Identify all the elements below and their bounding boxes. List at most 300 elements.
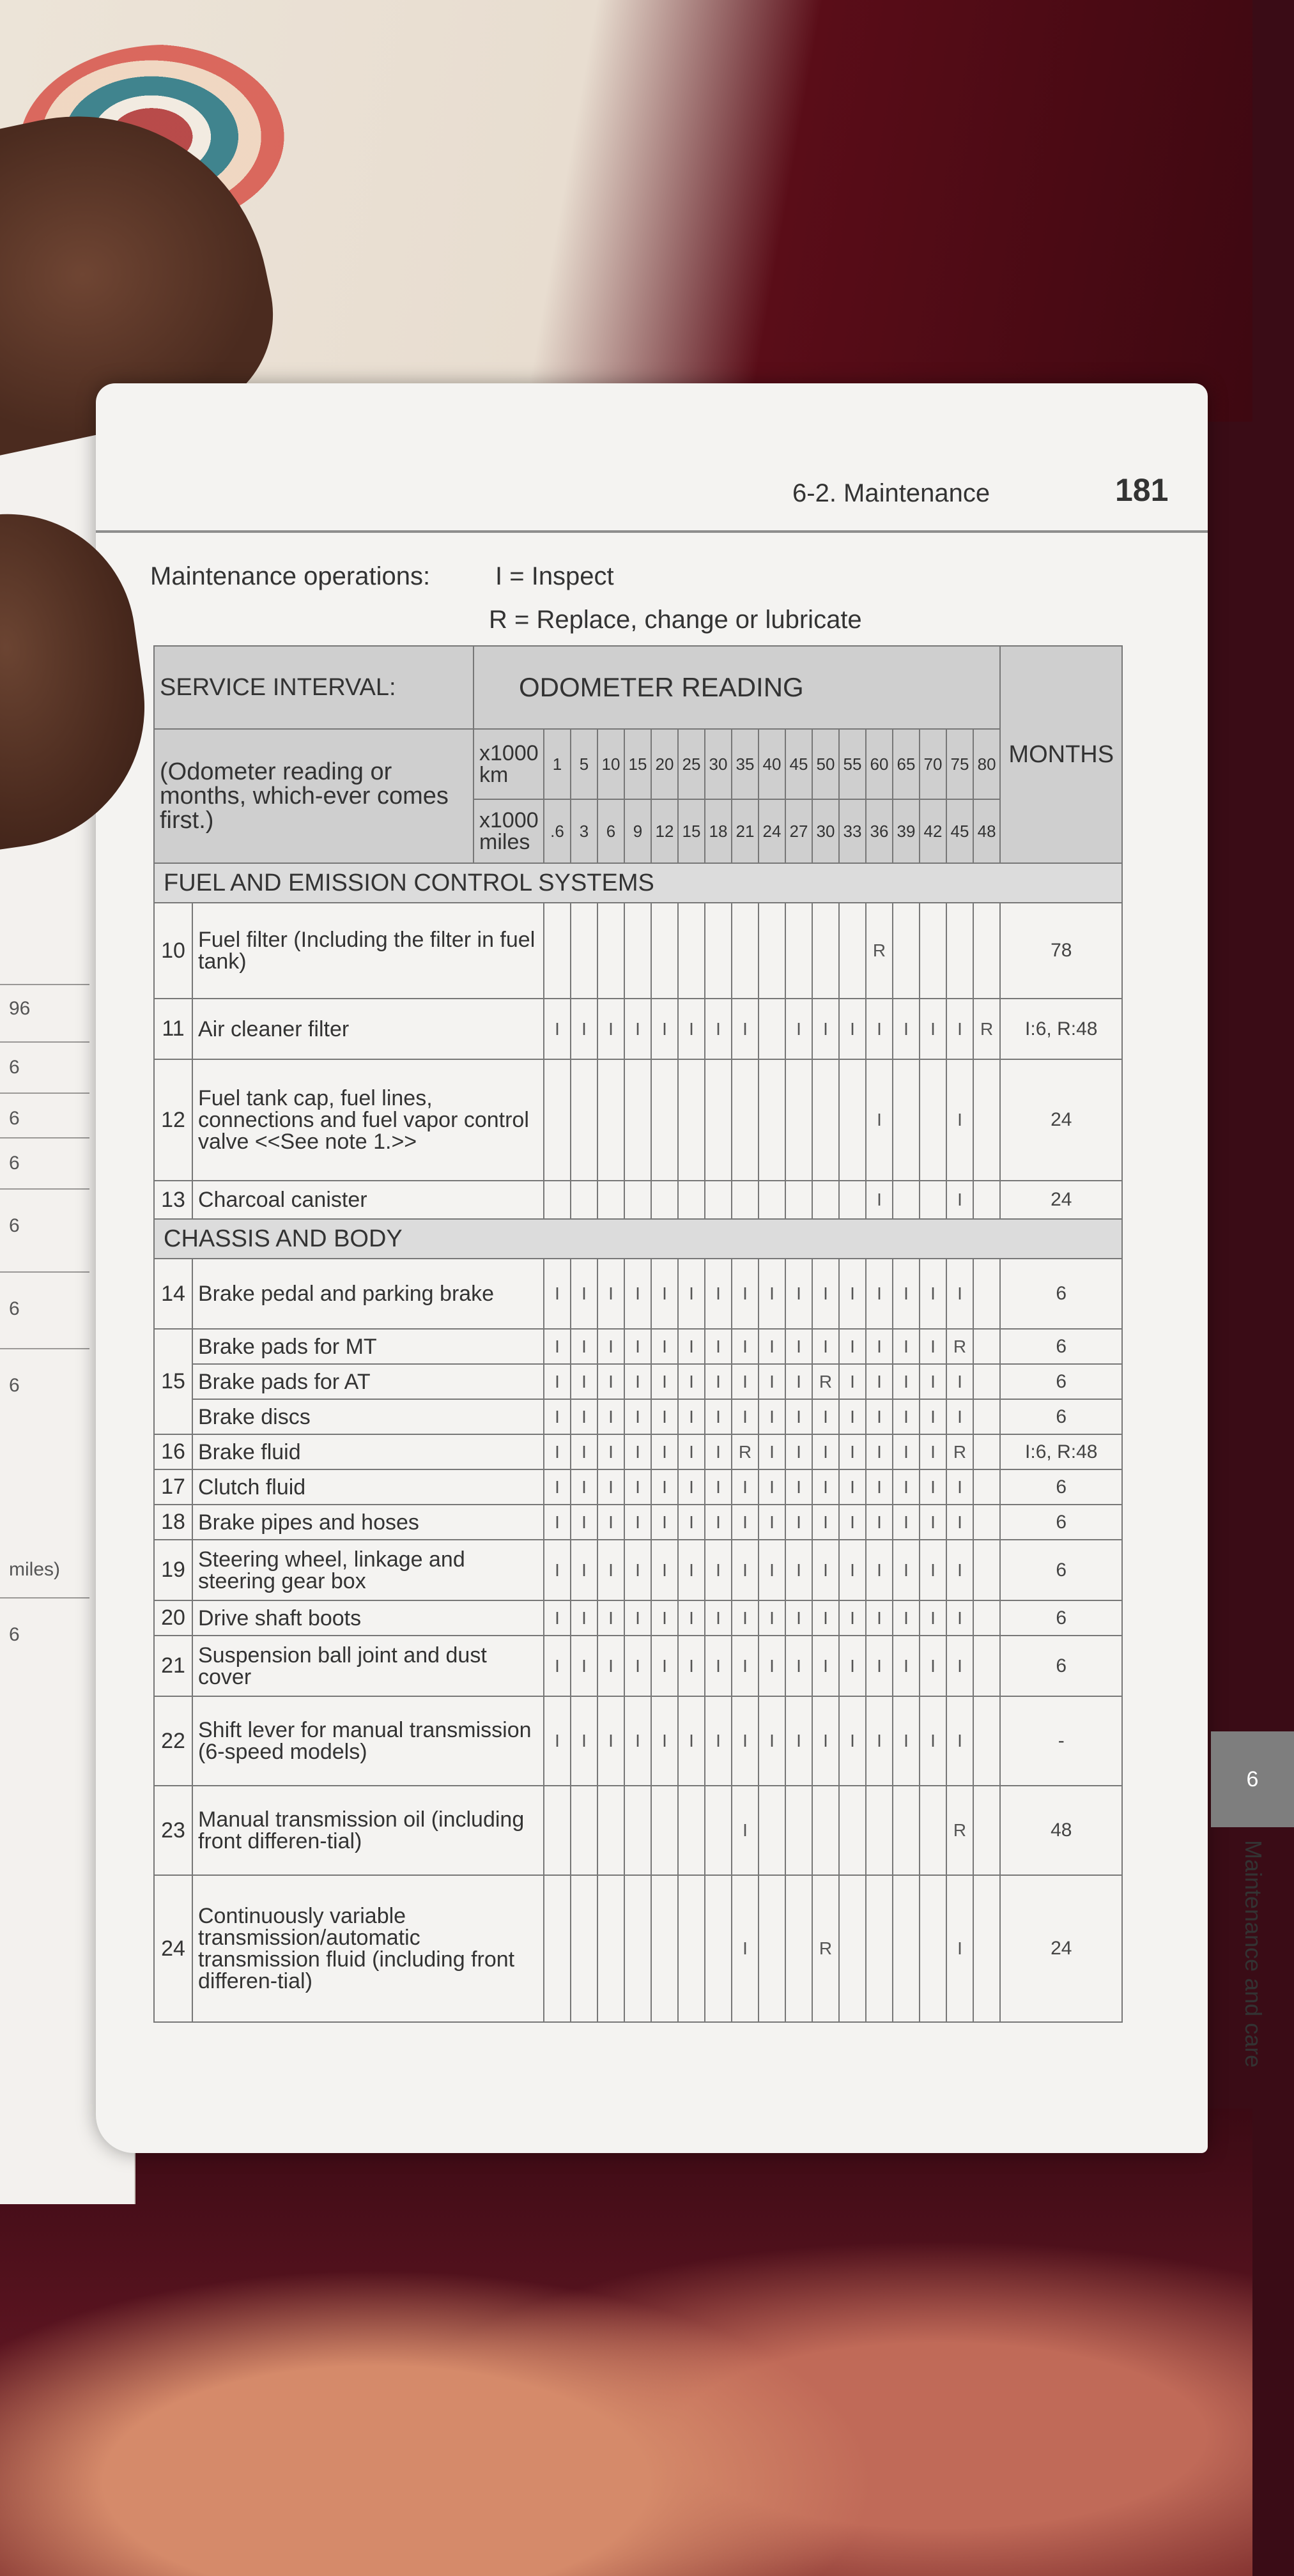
item-number: 14	[154, 1259, 192, 1329]
schedule-mark: I	[866, 1600, 893, 1636]
schedule-mark: I	[732, 1540, 759, 1600]
months-header: MONTHS	[1000, 646, 1122, 863]
schedule-mark	[759, 1059, 785, 1181]
legend-inspect: I = Inspect	[495, 562, 614, 590]
schedule-mark	[866, 1786, 893, 1875]
schedule-mark: I	[759, 1399, 785, 1434]
schedule-mark: I	[651, 1600, 678, 1636]
schedule-mark: I	[812, 1434, 839, 1469]
schedule-mark	[893, 1059, 920, 1181]
schedule-mark: I	[866, 1540, 893, 1600]
schedule-mark	[544, 903, 571, 999]
schedule-mark: R	[812, 1875, 839, 2022]
item-number: 21	[154, 1636, 192, 1696]
schedule-mark: I	[732, 1636, 759, 1696]
schedule-mark: I	[732, 999, 759, 1059]
schedule-mark: I	[571, 1399, 597, 1434]
mile-value: 18	[705, 799, 732, 863]
schedule-mark	[651, 1059, 678, 1181]
km-value: 70	[920, 729, 946, 799]
schedule-mark: I	[624, 1600, 651, 1636]
chapter-title: Maintenance and care	[1240, 1840, 1267, 2068]
schedule-mark	[597, 1059, 624, 1181]
schedule-mark: I	[812, 1600, 839, 1636]
schedule-mark	[597, 1181, 624, 1219]
schedule-mark: I	[785, 1434, 812, 1469]
schedule-mark	[920, 1786, 946, 1875]
schedule-mark: I	[732, 1364, 759, 1399]
km-value: 65	[893, 729, 920, 799]
schedule-mark: I	[785, 1364, 812, 1399]
schedule-mark: I	[785, 1540, 812, 1600]
item-number: 17	[154, 1469, 192, 1505]
background-bottom	[0, 2108, 1252, 2576]
schedule-mark	[973, 1636, 1000, 1696]
schedule-mark: I	[732, 1469, 759, 1505]
schedule-mark	[785, 1059, 812, 1181]
km-value: 50	[812, 729, 839, 799]
schedule-mark: I	[812, 1540, 839, 1600]
schedule-mark: I	[839, 1505, 866, 1540]
schedule-mark: I	[705, 999, 732, 1059]
schedule-mark: I	[544, 1540, 571, 1600]
schedule-mark: I	[571, 1505, 597, 1540]
schedule-mark	[705, 1181, 732, 1219]
schedule-mark: I	[920, 1329, 946, 1364]
item-number: 15	[154, 1329, 192, 1434]
schedule-mark: I	[651, 1434, 678, 1469]
schedule-mark: I	[946, 1181, 973, 1219]
mile-value: 42	[920, 799, 946, 863]
item-name: Brake pedal and parking brake	[192, 1259, 544, 1329]
mile-value: 3	[571, 799, 597, 863]
left-page-text: 6	[0, 1188, 89, 1259]
item-number: 22	[154, 1696, 192, 1786]
schedule-mark: I	[839, 1434, 866, 1469]
schedule-mark: I	[759, 1469, 785, 1505]
schedule-mark: I	[839, 1696, 866, 1786]
schedule-mark: I	[705, 1399, 732, 1434]
schedule-mark: I	[624, 1696, 651, 1786]
schedule-mark: I	[651, 1469, 678, 1505]
schedule-mark: I	[544, 1259, 571, 1329]
schedule-mark: I	[839, 1399, 866, 1434]
schedule-mark	[785, 903, 812, 999]
mile-value: 33	[839, 799, 866, 863]
schedule-mark: I	[732, 1399, 759, 1434]
schedule-mark	[893, 1181, 920, 1219]
schedule-mark: R	[946, 1329, 973, 1364]
schedule-mark	[651, 1875, 678, 2022]
schedule-mark: I	[866, 1329, 893, 1364]
schedule-mark: I	[597, 1469, 624, 1505]
months-value: I:6, R:48	[1000, 999, 1122, 1059]
item-name: Shift lever for manual transmission (6-speed models)	[192, 1696, 544, 1786]
schedule-mark	[920, 1875, 946, 2022]
left-page-text: miles)	[9, 1559, 60, 1580]
schedule-mark: I	[812, 1329, 839, 1364]
schedule-mark: I	[705, 1434, 732, 1469]
schedule-mark: I	[571, 999, 597, 1059]
schedule-mark	[973, 1181, 1000, 1219]
schedule-mark: I	[624, 1505, 651, 1540]
schedule-mark: I	[946, 1259, 973, 1329]
km-value: 55	[839, 729, 866, 799]
schedule-mark	[597, 1875, 624, 2022]
km-value: 75	[946, 729, 973, 799]
schedule-mark: I	[759, 1329, 785, 1364]
schedule-mark: I	[597, 1540, 624, 1600]
schedule-mark	[651, 1786, 678, 1875]
item-name: Suspension ball joint and dust cover	[192, 1636, 544, 1696]
months-value: 6	[1000, 1329, 1122, 1364]
schedule-mark	[544, 1059, 571, 1181]
mile-value: 30	[812, 799, 839, 863]
schedule-mark: I	[785, 999, 812, 1059]
schedule-mark	[705, 903, 732, 999]
schedule-mark: I	[893, 1259, 920, 1329]
schedule-mark: I	[866, 1181, 893, 1219]
item-name: Fuel filter (Including the filter in fuel tank)	[192, 903, 544, 999]
schedule-mark: I	[705, 1259, 732, 1329]
item-name: Fuel tank cap, fuel lines, connections and fuel vapor control valve <<See note 1.>>	[192, 1059, 544, 1181]
schedule-mark	[812, 1059, 839, 1181]
schedule-mark	[624, 1875, 651, 2022]
mile-value: 48	[973, 799, 1000, 863]
item-number: 23	[154, 1786, 192, 1875]
schedule-mark: R	[812, 1364, 839, 1399]
left-page-text: 6	[0, 1348, 89, 1418]
schedule-mark	[678, 1059, 705, 1181]
schedule-mark: I	[812, 1399, 839, 1434]
schedule-mark	[973, 1505, 1000, 1540]
item-name: Manual transmission oil (including front differen-tial)	[192, 1786, 544, 1875]
item-name: Continuously variable transmission/automatic transmission fluid (including front differen-tial)	[192, 1875, 544, 2022]
miles-unit: x1000 miles	[474, 799, 544, 863]
schedule-mark: I	[678, 1399, 705, 1434]
schedule-mark: I	[866, 1399, 893, 1434]
schedule-mark: I	[759, 1600, 785, 1636]
schedule-mark: I	[597, 1399, 624, 1434]
schedule-mark	[973, 1786, 1000, 1875]
header-rule	[96, 530, 1208, 533]
schedule-mark: I	[678, 1505, 705, 1540]
schedule-mark: I	[571, 1364, 597, 1399]
schedule-mark: I	[785, 1636, 812, 1696]
odometer-reading-header: ODOMETER READING	[474, 646, 1000, 729]
item-name: Brake fluid	[192, 1434, 544, 1469]
schedule-mark: I	[759, 1434, 785, 1469]
schedule-mark: I	[866, 1434, 893, 1469]
item-name: Drive shaft boots	[192, 1600, 544, 1636]
months-value: 6	[1000, 1600, 1122, 1636]
schedule-mark	[651, 1181, 678, 1219]
schedule-mark: I	[678, 1600, 705, 1636]
schedule-mark: I	[812, 1696, 839, 1786]
schedule-mark: I	[759, 1505, 785, 1540]
schedule-mark	[812, 903, 839, 999]
months-value: 6	[1000, 1540, 1122, 1600]
km-value: 30	[705, 729, 732, 799]
item-name: Brake discs	[192, 1399, 544, 1434]
schedule-mark: I	[705, 1636, 732, 1696]
schedule-mark: I	[678, 1434, 705, 1469]
schedule-mark: I	[893, 1434, 920, 1469]
months-value: 6	[1000, 1259, 1122, 1329]
schedule-mark: I	[759, 1364, 785, 1399]
schedule-mark: I	[651, 1636, 678, 1696]
schedule-mark	[705, 1875, 732, 2022]
months-value: I:6, R:48	[1000, 1434, 1122, 1469]
schedule-mark: R	[946, 1434, 973, 1469]
schedule-mark: I	[544, 1329, 571, 1364]
schedule-mark: I	[732, 1505, 759, 1540]
schedule-mark: R	[866, 903, 893, 999]
item-number: 24	[154, 1875, 192, 2022]
schedule-mark: I	[866, 1364, 893, 1399]
service-interval-header: SERVICE INTERVAL:	[154, 646, 474, 729]
schedule-mark: I	[571, 1636, 597, 1696]
left-page-text: 6	[0, 1271, 89, 1342]
schedule-mark: I	[920, 1399, 946, 1434]
schedule-mark: I	[597, 1329, 624, 1364]
schedule-mark	[893, 1786, 920, 1875]
schedule-mark	[973, 1469, 1000, 1505]
schedule-mark: I	[624, 1329, 651, 1364]
schedule-mark: I	[571, 1540, 597, 1600]
legend-replace: R = Replace, change or lubricate	[489, 606, 862, 634]
schedule-mark: I	[651, 1540, 678, 1600]
schedule-mark: I	[597, 1434, 624, 1469]
schedule-mark	[920, 903, 946, 999]
schedule-mark: I	[597, 999, 624, 1059]
schedule-mark: I	[544, 1469, 571, 1505]
schedule-mark: R	[973, 999, 1000, 1059]
schedule-mark: I	[678, 1696, 705, 1786]
schedule-mark: I	[571, 1600, 597, 1636]
item-number: 13	[154, 1181, 192, 1219]
schedule-mark: I	[946, 1875, 973, 2022]
schedule-mark: I	[893, 1469, 920, 1505]
schedule-mark: I	[651, 1505, 678, 1540]
schedule-mark: I	[866, 1259, 893, 1329]
schedule-mark	[759, 1875, 785, 2022]
months-value: -	[1000, 1696, 1122, 1786]
schedule-mark: I	[839, 1600, 866, 1636]
schedule-mark: I	[597, 1505, 624, 1540]
mile-value: .6	[544, 799, 571, 863]
schedule-mark: I	[920, 1364, 946, 1399]
mile-value: 24	[759, 799, 785, 863]
schedule-mark: I	[624, 999, 651, 1059]
schedule-mark: I	[946, 1469, 973, 1505]
schedule-mark: I	[597, 1259, 624, 1329]
schedule-mark	[678, 1786, 705, 1875]
schedule-mark: I	[920, 1636, 946, 1696]
item-name: Brake pipes and hoses	[192, 1505, 544, 1540]
schedule-mark: I	[812, 999, 839, 1059]
schedule-mark	[571, 903, 597, 999]
schedule-mark: I	[946, 1600, 973, 1636]
schedule-mark: I	[920, 1505, 946, 1540]
item-name: Brake pads for MT	[192, 1329, 544, 1364]
schedule-mark: I	[946, 1059, 973, 1181]
schedule-mark: I	[678, 1259, 705, 1329]
schedule-mark	[759, 1181, 785, 1219]
schedule-mark: I	[571, 1259, 597, 1329]
schedule-mark: I	[893, 1399, 920, 1434]
schedule-mark	[705, 1059, 732, 1181]
schedule-mark: I	[785, 1469, 812, 1505]
mile-value: 12	[651, 799, 678, 863]
schedule-mark	[973, 1364, 1000, 1399]
schedule-mark	[973, 1059, 1000, 1181]
km-value: 60	[866, 729, 893, 799]
schedule-mark: I	[785, 1399, 812, 1434]
schedule-mark: I	[839, 1540, 866, 1600]
months-value: 24	[1000, 1059, 1122, 1181]
schedule-mark	[973, 1399, 1000, 1434]
months-value: 6	[1000, 1636, 1122, 1696]
schedule-mark: I	[893, 999, 920, 1059]
schedule-mark	[732, 1181, 759, 1219]
mile-value: 39	[893, 799, 920, 863]
item-number: 19	[154, 1540, 192, 1600]
schedule-mark: I	[624, 1636, 651, 1696]
mile-value: 9	[624, 799, 651, 863]
item-number: 11	[154, 999, 192, 1059]
schedule-mark: I	[785, 1329, 812, 1364]
schedule-mark: I	[597, 1600, 624, 1636]
schedule-mark	[893, 1875, 920, 2022]
schedule-mark: I	[920, 1540, 946, 1600]
schedule-mark	[893, 903, 920, 999]
schedule-mark	[544, 1875, 571, 2022]
schedule-mark: I	[651, 1364, 678, 1399]
schedule-mark: I	[785, 1505, 812, 1540]
item-name: Clutch fluid	[192, 1469, 544, 1505]
item-name: Air cleaner filter	[192, 999, 544, 1059]
schedule-mark: I	[812, 1259, 839, 1329]
schedule-mark	[839, 1181, 866, 1219]
months-value: 78	[1000, 903, 1122, 999]
schedule-mark: I	[785, 1600, 812, 1636]
km-value: 10	[597, 729, 624, 799]
schedule-mark: I	[544, 1434, 571, 1469]
schedule-mark: I	[705, 1469, 732, 1505]
schedule-mark: I	[732, 1786, 759, 1875]
km-value: 15	[624, 729, 651, 799]
schedule-mark	[544, 1181, 571, 1219]
schedule-mark	[624, 1181, 651, 1219]
schedule-mark	[839, 1059, 866, 1181]
schedule-mark: I	[705, 1505, 732, 1540]
schedule-mark: I	[544, 1636, 571, 1696]
schedule-mark	[678, 1181, 705, 1219]
schedule-mark: I	[893, 1540, 920, 1600]
schedule-mark: I	[624, 1469, 651, 1505]
km-unit: x1000 km	[474, 729, 544, 799]
section-header: CHASSIS AND BODY	[154, 1219, 1122, 1259]
schedule-mark	[759, 999, 785, 1059]
schedule-mark: I	[920, 999, 946, 1059]
schedule-mark	[624, 1786, 651, 1875]
item-name: Charcoal canister	[192, 1181, 544, 1219]
schedule-mark: I	[812, 1469, 839, 1505]
schedule-mark: I	[544, 1364, 571, 1399]
schedule-mark	[732, 903, 759, 999]
schedule-mark: I	[624, 1540, 651, 1600]
schedule-mark: I	[812, 1505, 839, 1540]
schedule-mark: I	[571, 1329, 597, 1364]
schedule-mark	[624, 1059, 651, 1181]
schedule-mark	[759, 903, 785, 999]
km-value: 1	[544, 729, 571, 799]
schedule-mark	[973, 1696, 1000, 1786]
schedule-mark: I	[946, 1505, 973, 1540]
schedule-mark: I	[812, 1636, 839, 1696]
km-value: 5	[571, 729, 597, 799]
schedule-mark: I	[893, 1364, 920, 1399]
schedule-mark: I	[839, 1364, 866, 1399]
mile-value: 15	[678, 799, 705, 863]
section-header: FUEL AND EMISSION CONTROL SYSTEMS	[154, 863, 1122, 903]
schedule-mark: I	[785, 1696, 812, 1786]
item-name: Steering wheel, linkage and steering gear box	[192, 1540, 544, 1600]
schedule-mark: I	[597, 1636, 624, 1696]
months-value: 6	[1000, 1469, 1122, 1505]
schedule-mark: I	[920, 1434, 946, 1469]
months-value: 6	[1000, 1364, 1122, 1399]
schedule-mark: I	[759, 1259, 785, 1329]
schedule-mark: I	[946, 1540, 973, 1600]
item-number: 10	[154, 903, 192, 999]
schedule-mark: I	[866, 1469, 893, 1505]
schedule-mark: I	[893, 1505, 920, 1540]
legend-label: Maintenance operations:	[150, 562, 431, 590]
schedule-mark: I	[946, 1696, 973, 1786]
km-value: 25	[678, 729, 705, 799]
schedule-mark: I	[946, 999, 973, 1059]
schedule-mark: I	[839, 1469, 866, 1505]
schedule-mark	[571, 1875, 597, 2022]
km-value: 35	[732, 729, 759, 799]
schedule-mark: I	[732, 1875, 759, 2022]
schedule-mark: I	[920, 1696, 946, 1786]
schedule-mark: I	[678, 1540, 705, 1600]
schedule-mark	[624, 903, 651, 999]
schedule-mark: I	[866, 1059, 893, 1181]
maintenance-schedule-table	[153, 645, 1123, 2023]
schedule-mark	[571, 1786, 597, 1875]
left-page-text: 6	[0, 1597, 89, 1667]
schedule-mark: I	[759, 1696, 785, 1786]
schedule-mark	[705, 1786, 732, 1875]
schedule-mark: I	[946, 1364, 973, 1399]
schedule-mark	[839, 903, 866, 999]
mile-value: 21	[732, 799, 759, 863]
schedule-mark: I	[678, 1636, 705, 1696]
schedule-mark: I	[651, 1259, 678, 1329]
schedule-mark: I	[651, 1399, 678, 1434]
schedule-mark: I	[544, 1505, 571, 1540]
schedule-mark: I	[893, 1329, 920, 1364]
schedule-mark: I	[893, 1696, 920, 1786]
schedule-mark	[785, 1181, 812, 1219]
schedule-mark: I	[920, 1600, 946, 1636]
schedule-mark: I	[544, 1696, 571, 1786]
schedule-mark: I	[651, 1696, 678, 1786]
